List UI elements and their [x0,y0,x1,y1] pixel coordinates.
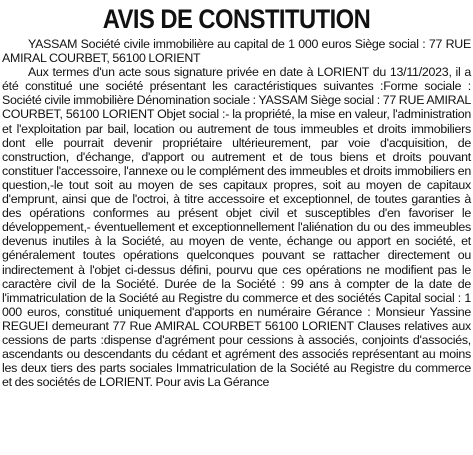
notice-company-header: YASSAM Société civile immobilière au capital de 1 000 euros Siège social : 77 RUE AMIRAL COURBET, 56100 LORIENT [2,37,471,66]
notice-title: AVIS DE CONSTITUTION [102,4,371,34]
notice-body-text: Aux termes d'un acte sous signature privée en date à LORIENT du 13/11/2023, il a été constitué une société présentant les caractéristiques suivantes :Forme sociale : Société civile immobilière Dénomination sociale : YASSAM Siège social : 77 RUE AMIRAL COURBET, 56100 LORIENT Objet social :- la propriété, la mise en valeur, l'administration et l'exploitation par bail, location ou autrement de tous immeubles et droits immobiliers dont elle pourrait devenir propriétaire ultérieurement, par voie d'acquisition, de construction, d'échange, d'apport ou autrement et de tous biens et droits pouvant constituer l'accessoire, l'annexe ou le complément des immeubles et droits immobiliers en question,-le tout soit au moyen de ses capitaux propres, soit au moyen de capitaux d'emprunt, ainsi que de l'octroi, à titre accessoire et exceptionnel, de toutes garanties à des opérations conformes au présent objet civil et susceptibles d'en favoriser le développement,- éventuellement et exceptionnellement l'aliénation du ou des immeubles devenus inutiles à la Société, au moyen de vente, échange ou apport en société, et généralement toutes opérations quelconques pouvant se rattacher directement ou indirectement à l'objet ci-dessus défini, pourvu que ces opérations ne modifient pas le caractère civil de la Société. Durée de la Société : 99 ans à compter de la date de l'immatriculation de la Société au Registre du commerce et des sociétés Capital social : 1 000 euros, constitué uniquement d'apports en numéraire Gérance : Monsieur Yassine REGUEI demeurant 77 Rue AMIRAL COURBET 56100 LORIENT Clauses relatives aux cessions de parts :dispense d'agrément pour cessions à associés, conjoints d'associés, ascendants ou descendants du cédant et agrément des associés représentant au moins les deux tiers des parts sociales Immatriculation de la Société au Registre du commerce et des sociétés de LORIENT. Pour avis La Gérance [2,65,471,390]
